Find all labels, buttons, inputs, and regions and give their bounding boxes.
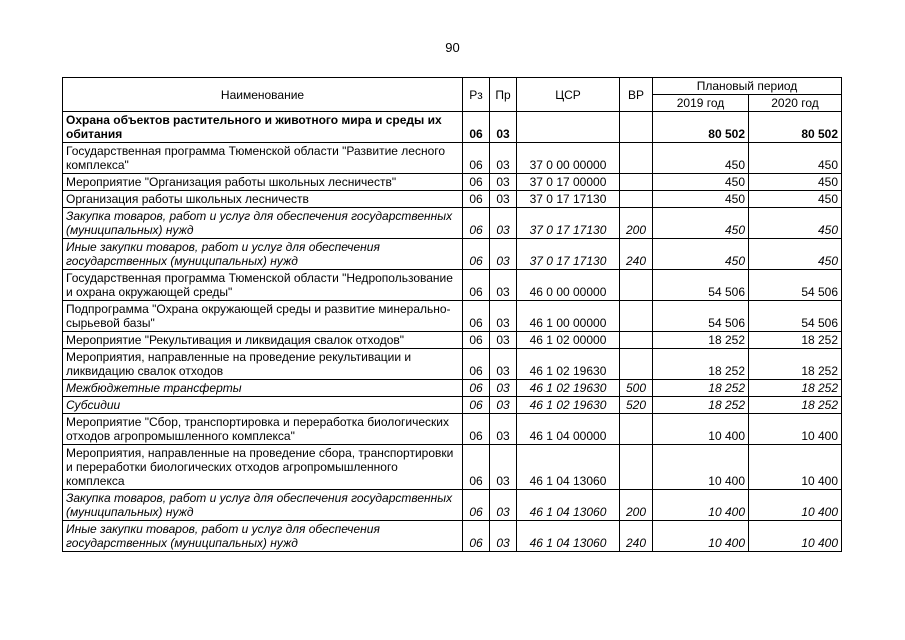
header-vr: ВР [620,78,653,112]
cell-pr: 03 [490,332,517,349]
cell-2020: 80 502 [749,112,842,143]
cell-pr: 03 [490,397,517,414]
cell-vr: 520 [620,397,653,414]
cell-csr: 37 0 17 17130 [517,239,620,270]
cell-csr: 46 0 00 00000 [517,270,620,301]
cell-2019: 450 [653,174,749,191]
cell-2020: 54 506 [749,270,842,301]
table-row [63,270,842,301]
cell-2019: 10 400 [653,490,749,521]
cell-2020: 10 400 [749,414,842,445]
cell-rz: 06 [463,174,490,191]
cell-rz: 06 [463,143,490,174]
cell-2019: 450 [653,191,749,208]
cell-2020: 10 400 [749,521,842,552]
cell-rz: 06 [463,490,490,521]
cell-2020: 450 [749,174,842,191]
cell-pr: 03 [490,380,517,397]
cell-csr: 37 0 17 17130 [517,191,620,208]
table-row [63,112,842,143]
cell-name: Межбюджетные трансферты [63,380,463,397]
cell-pr: 03 [490,349,517,380]
cell-name: Иные закупки товаров, работ и услуг для обеспечения государственных (муниципальных) нужд [63,521,463,552]
cell-vr: 200 [620,208,653,239]
header-name: Наименование [63,78,463,112]
cell-csr: 37 0 17 17130 [517,208,620,239]
cell-rz: 06 [463,191,490,208]
cell-name: Мероприятие "Сбор, транспортировка и переработка биологических отходов агропромышленного комплекса" [63,414,463,445]
table-row [63,490,842,521]
cell-vr [620,191,653,208]
cell-csr: 46 1 04 00000 [517,414,620,445]
cell-2020: 10 400 [749,445,842,490]
table-row [63,397,842,414]
cell-csr: 46 1 04 13060 [517,490,620,521]
cell-csr [517,112,620,143]
cell-vr [620,301,653,332]
cell-2020: 450 [749,239,842,270]
cell-rz: 06 [463,445,490,490]
cell-2019: 450 [653,143,749,174]
table-row [63,414,842,445]
cell-name: Государственная программа Тюменской области "Развитие лесного комплекса" [63,143,463,174]
table-row [63,143,842,174]
cell-rz: 06 [463,397,490,414]
cell-vr [620,332,653,349]
cell-name: Субсидии [63,397,463,414]
page-number: 90 [445,40,460,55]
cell-rz: 06 [463,414,490,445]
cell-rz: 06 [463,380,490,397]
cell-pr: 03 [490,208,517,239]
cell-name: Организация работы школьных лесничеств [63,191,463,208]
cell-2020: 10 400 [749,490,842,521]
cell-csr: 37 0 17 00000 [517,174,620,191]
cell-name: Мероприятие "Организация работы школьных лесничеств" [63,174,463,191]
header-csr: ЦСР [517,78,620,112]
cell-pr: 03 [490,301,517,332]
table-body [63,112,842,552]
cell-2019: 80 502 [653,112,749,143]
cell-vr [620,414,653,445]
cell-rz: 06 [463,112,490,143]
cell-rz: 06 [463,301,490,332]
cell-vr [620,445,653,490]
cell-2019: 10 400 [653,445,749,490]
cell-rz: 06 [463,521,490,552]
cell-rz: 06 [463,239,490,270]
cell-2019: 10 400 [653,521,749,552]
cell-pr: 03 [490,174,517,191]
cell-2019: 54 506 [653,301,749,332]
table-row [63,332,842,349]
table-row [63,521,842,552]
cell-rz: 06 [463,349,490,380]
cell-name: Государственная программа Тюменской области "Недропользование и охрана окружающей среды" [63,270,463,301]
cell-vr: 240 [620,239,653,270]
table-row [63,349,842,380]
cell-2020: 450 [749,191,842,208]
table-row [63,380,842,397]
table-row [63,174,842,191]
cell-vr: 500 [620,380,653,397]
cell-vr [620,143,653,174]
cell-pr: 03 [490,521,517,552]
cell-name: Закупка товаров, работ и услуг для обеспечения государственных (муниципальных) нужд [63,208,463,239]
cell-2020: 54 506 [749,301,842,332]
cell-rz: 06 [463,270,490,301]
cell-name: Мероприятия, направленные на проведение рекультивации и ликвидацию свалок отходов [63,349,463,380]
cell-pr: 03 [490,490,517,521]
cell-csr: 46 1 02 19630 [517,349,620,380]
cell-name: Иные закупки товаров, работ и услуг для обеспечения государственных (муниципальных) нужд [63,239,463,270]
header-plan-period: Плановый период [653,78,842,95]
header-rz: Рз [463,78,490,112]
cell-pr: 03 [490,191,517,208]
cell-2020: 18 252 [749,332,842,349]
cell-2019: 450 [653,208,749,239]
cell-csr: 37 0 00 00000 [517,143,620,174]
cell-pr: 03 [490,270,517,301]
cell-name: Закупка товаров, работ и услуг для обеспечения государственных (муниципальных) нужд [63,490,463,521]
cell-2020: 18 252 [749,397,842,414]
cell-2020: 18 252 [749,380,842,397]
cell-pr: 03 [490,445,517,490]
table-row [63,191,842,208]
cell-vr: 200 [620,490,653,521]
table-row [63,208,842,239]
table-row [63,239,842,270]
cell-vr: 240 [620,521,653,552]
header-pr: Пр [490,78,517,112]
table-header-row [63,78,842,95]
cell-2019: 18 252 [653,332,749,349]
cell-2020: 450 [749,208,842,239]
cell-2020: 450 [749,143,842,174]
cell-csr: 46 1 04 13060 [517,445,620,490]
cell-pr: 03 [490,239,517,270]
budget-table [62,77,842,552]
cell-2019: 18 252 [653,349,749,380]
cell-name: Подпрограмма "Охрана окружающей среды и развитие минерально-сырьевой базы" [63,301,463,332]
cell-2019: 10 400 [653,414,749,445]
cell-csr: 46 1 02 19630 [517,397,620,414]
cell-rz: 06 [463,208,490,239]
cell-2019: 450 [653,239,749,270]
cell-pr: 03 [490,414,517,445]
header-2020: 2020 год [749,95,842,112]
cell-2019: 54 506 [653,270,749,301]
cell-pr: 03 [490,143,517,174]
cell-vr [620,349,653,380]
table-row [63,445,842,490]
cell-2019: 18 252 [653,397,749,414]
cell-csr: 46 1 00 00000 [517,301,620,332]
cell-vr [620,112,653,143]
cell-2020: 18 252 [749,349,842,380]
cell-pr: 03 [490,112,517,143]
cell-vr [620,174,653,191]
header-2019: 2019 год [653,95,749,112]
cell-name: Мероприятия, направленные на проведение сбора, транспортировки и переработки биологических отходов агропромышленного комплекса [63,445,463,490]
cell-name: Охрана объектов растительного и животного мира и среды их обитания [63,112,463,143]
cell-name: Мероприятие "Рекультивация и ликвидация свалок отходов" [63,332,463,349]
cell-rz: 06 [463,332,490,349]
cell-csr: 46 1 02 19630 [517,380,620,397]
cell-vr [620,270,653,301]
cell-csr: 46 1 04 13060 [517,521,620,552]
table-row [63,301,842,332]
cell-2019: 18 252 [653,380,749,397]
cell-csr: 46 1 02 00000 [517,332,620,349]
